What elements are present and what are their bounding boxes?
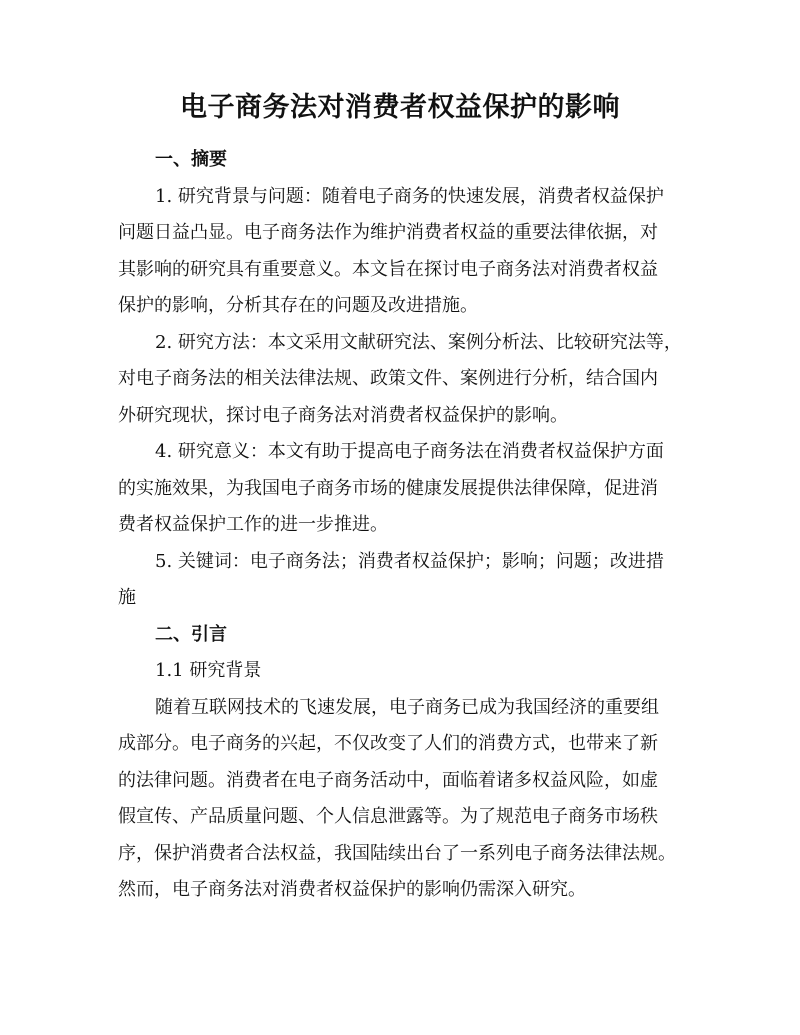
text-line: 5. 关键词：电子商务法；消费者权益保护；影响；问题；改进措 (155, 550, 664, 572)
text-line: 问题日益凸显。电子商务法作为维护消费者权益的重要法律依据，对 (118, 222, 658, 243)
text-line: 其影响的研究具有重要意义。本文旨在探讨电子商务法对消费者权益 (118, 258, 658, 280)
text-line: 序，保护消费者合法权益，我国陆续出台了一系列电子商务法律法规。 (118, 842, 676, 864)
text-line: 外研究现状，探讨电子商务法对消费者权益保护的影响。 (118, 404, 568, 426)
text-line: 的实施效果，为我国电子商务市场的健康发展提供法律保障，促进消 (118, 477, 658, 499)
text-line: 成部分。电子商务的兴起，不仅改变了人们的消费方式，也带来了新 (118, 733, 658, 754)
text-line: 的法律问题。消费者在电子商务活动中，面临着诸多权益风险，如虚 (118, 769, 658, 791)
text-line: 假宣传、产品质量问题、个人信息泄露等。为了规范电子商务市场秩 (118, 806, 658, 827)
text-line: 施 (118, 587, 136, 608)
text-line: 4. 研究意义：本文有助于提高电子商务法在消费者权益保护方面 (155, 441, 664, 462)
section-heading: 二、引言 (155, 623, 227, 645)
text-line: 1.1 研究背景 (155, 660, 262, 681)
text-line: 2. 研究方法：本文采用文献研究法、案例分析法、比较研究法等， (155, 331, 682, 353)
text-line: 然而，电子商务法对消费者权益保护的影响仍需深入研究。 (118, 879, 586, 900)
text-line: 随着互联网技术的飞速发展，电子商务已成为我国经济的重要组 (155, 696, 659, 718)
document-body (118, 142, 690, 909)
text-line: 保护的影响，分析其存在的问题及改进措施。 (118, 295, 478, 316)
text-line: 1. 研究背景与问题：随着电子商务的快速发展，消费者权益保护 (155, 185, 664, 207)
section-heading: 一、摘要 (155, 149, 227, 170)
document-title: 电子商务法对消费者权益保护的影响 (180, 92, 620, 123)
text-line: 对电子商务法的相关法律法规、政策文件、案例进行分析，结合国内 (118, 368, 658, 389)
text-line: 费者权益保护工作的进一步推进。 (118, 514, 388, 535)
